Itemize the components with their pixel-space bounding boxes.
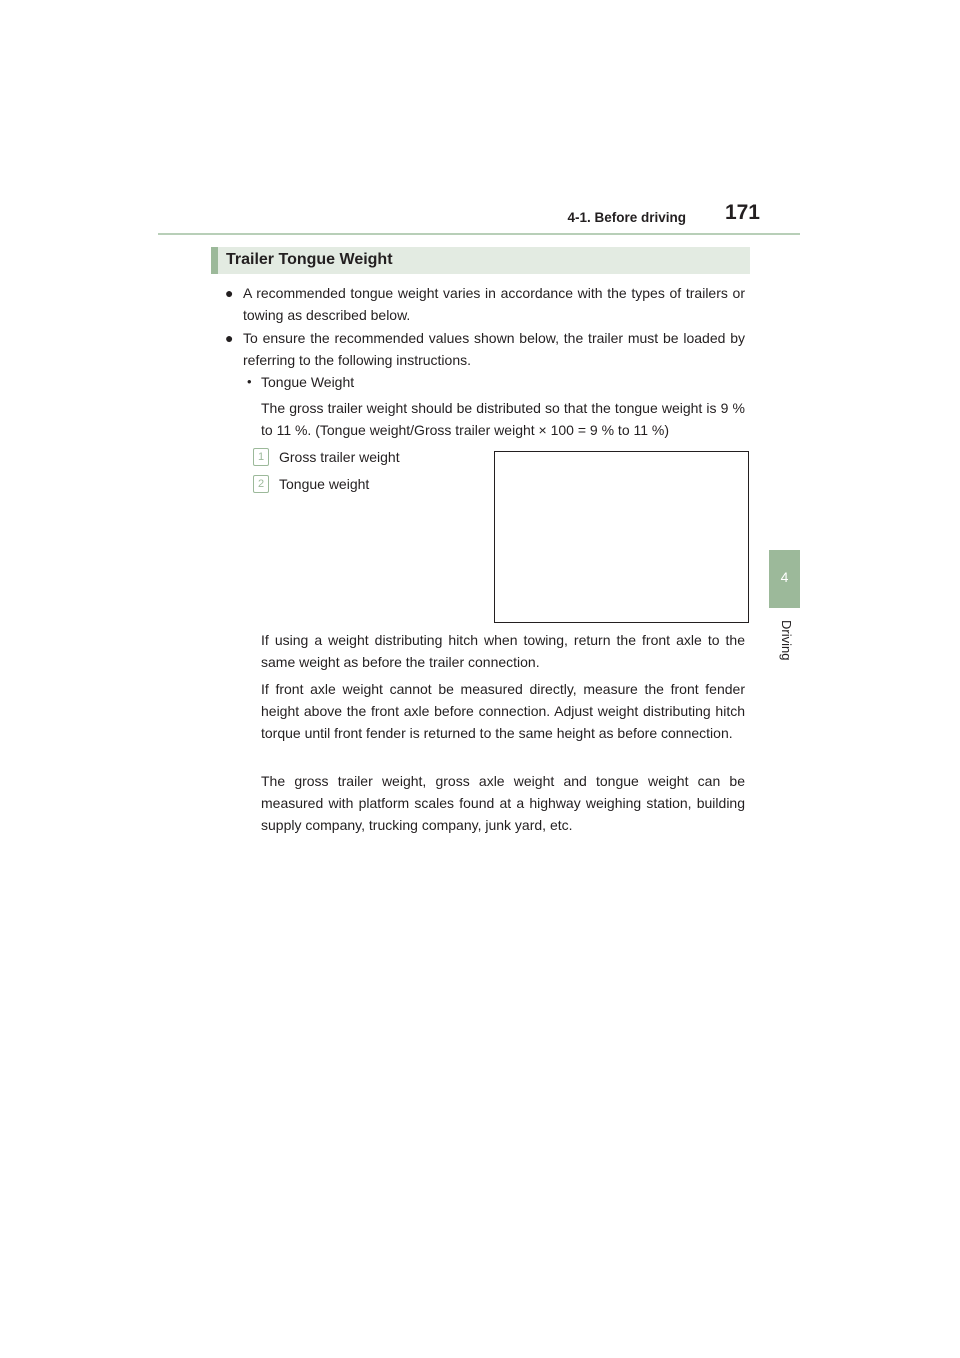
legend-number-1: 1: [253, 448, 269, 466]
paragraph-scales: The gross trailer weight, gross axle weight and tongue weight can be measured with platform scales found at a highway weighing station, building supply company, trucking company, junk yard, etc.: [261, 773, 745, 833]
paragraph-fender: If front axle weight cannot be measured directly, measure the front fender height above the front axle before connection. Adjust weight distributing hitch torque until front fender is returned to the same height as before connection.: [261, 681, 745, 741]
page-number: 171: [724, 201, 760, 224]
section-title: Trailer Tongue Weight: [226, 251, 393, 268]
page-header: [158, 200, 800, 234]
section-heading: [211, 247, 750, 274]
chapter-label: Driving: [779, 620, 794, 661]
legend-label-1: Gross trailer weight: [279, 449, 400, 465]
bullet-icon: ●: [225, 330, 234, 346]
legend-number-2: 2: [253, 475, 269, 493]
sub-item-label: Tongue Weight: [261, 374, 355, 390]
header-divider: [158, 233, 800, 235]
chapter-number: 4: [780, 569, 789, 585]
bullet-text-2: To ensure the recommended values shown below, the trailer must be loaded by referring to the following instructions.: [243, 330, 745, 368]
sub-bullet-icon: •: [247, 374, 252, 389]
bullet-text-1: A recommended tongue weight varies in accordance with the types of trailers or towing as described below.: [243, 285, 745, 323]
paragraph-hitch: If using a weight distributing hitch when towing, return the front axle to the same weight as before the trailer connection.: [261, 632, 745, 670]
bullet-icon: ●: [225, 285, 234, 301]
legend-label-2: Tongue weight: [279, 476, 370, 492]
chapter-tab[interactable]: [769, 550, 800, 608]
header-section-title: 4-1. Before driving: [567, 210, 686, 225]
sub-item-text: The gross trailer weight should be distributed so that the tongue weight is 9 % to 11 %. (Tongue weight/Gross trailer weight × 100 = 9 % to 11 %): [261, 400, 745, 438]
trailer-weight-illustration: [494, 451, 749, 623]
